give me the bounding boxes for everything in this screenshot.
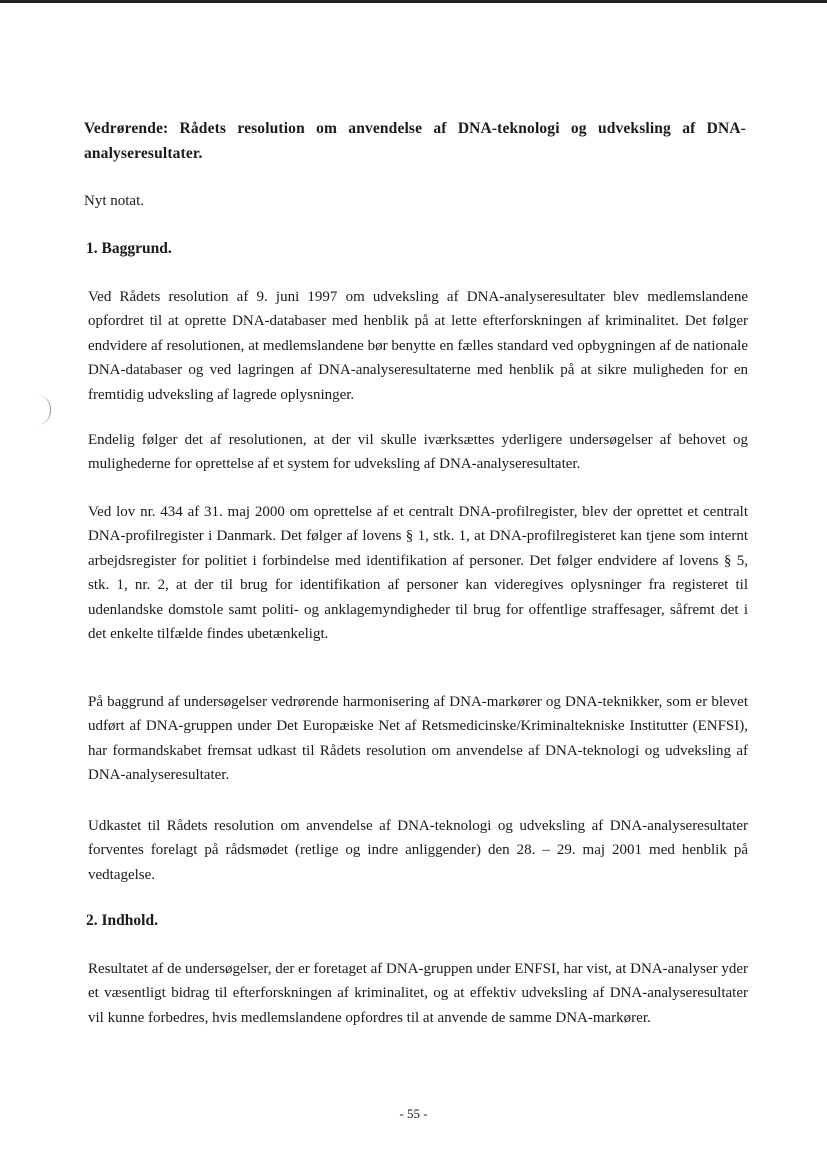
section-heading-baggrund: 1. Baggrund. <box>86 240 172 257</box>
note-label: Nyt notat. <box>84 193 144 209</box>
paragraph: På baggrund af undersøgelser vedrørende harmonisering af DNA-markører og DNA-teknikker, som er blevet udført af DNA-gruppen under Det Europæiske Net af Retsmedicinske/Kriminaltekniske Institutter (ENFSI), har formandskabet fremsat udkast til Rådets resolution om anvendelse af DNA-teknologi og udveksling af DNA-analyseresultater. <box>88 694 748 784</box>
section-heading-indhold: 2. Indhold. <box>86 912 158 929</box>
scan-top-border <box>0 0 827 3</box>
paragraph: Endelig følger det af resolutionen, at der vil skulle iværksættes yderligere undersøgelser af behovet og mulighederne for oprettelse af et system for udveksling af DNA-analyseresultater. <box>88 432 748 473</box>
scan-punch-mark <box>34 395 51 425</box>
page-number: - 55 - <box>399 1106 428 1121</box>
paragraph: Resultatet af de undersøgelser, der er foretaget af DNA-gruppen under ENFSI, har vist, at DNA-analyser yder et væsentligt bidrag til efterforskningen af kriminalitet, og at effektiv udveksling af DNA-analyseresultater vil kunne forbedres, hvis medlemslandene opfordres til at anvende de samme DNA-markører. <box>88 961 748 1026</box>
paragraph: Udkastet til Rådets resolution om anvendelse af DNA-teknologi og udveksling af DNA-analyseresultater forventes forelagt på rådsmødet (retlige og indre anliggender) den 28. – 29. maj 2001 med henblik på vedtagelse. <box>88 818 748 883</box>
document-title: Vedrørende: Rådets resolution om anvendelse af DNA-teknologi og udveksling af DNA-analyseresultater. <box>84 120 746 162</box>
paragraph: Ved Rådets resolution af 9. juni 1997 om udveksling af DNA-analyseresultater blev medlemslandene opfordret til at oprette DNA-databaser med henblik på at lette efterforskningen af kriminalitet. Det følger endvidere af resolutionen, at medlemslandene bør benytte en fælles standard ved opbygningen af de nationale DNA-databaser og ved lagringen af DNA-analyseresultaterne med henblik på at sikre muligheden for en fremtidig udveksling af lagrede oplysninger. <box>88 289 748 403</box>
paragraph: Ved lov nr. 434 af 31. maj 2000 om oprettelse af et centralt DNA-profilregister, blev der oprettet et centralt DNA-profilregister i Danmark. Det følger af lovens § 1, stk. 1, at DNA-profilregisteret kan tjene som internt arbejdsregister for politiet i forbindelse med identifikation af personer. Det følger endvidere af lovens § 5, stk. 1, nr. 2, at der til brug for identifikation af personer kan videregives oplysninger fra registeret til udenlandske domstole samt politi- og anklagemyndigheder til brug for offentlige straffesager, såfremt det i det enkelte tilfælde findes ubetænkeligt. <box>88 504 748 643</box>
